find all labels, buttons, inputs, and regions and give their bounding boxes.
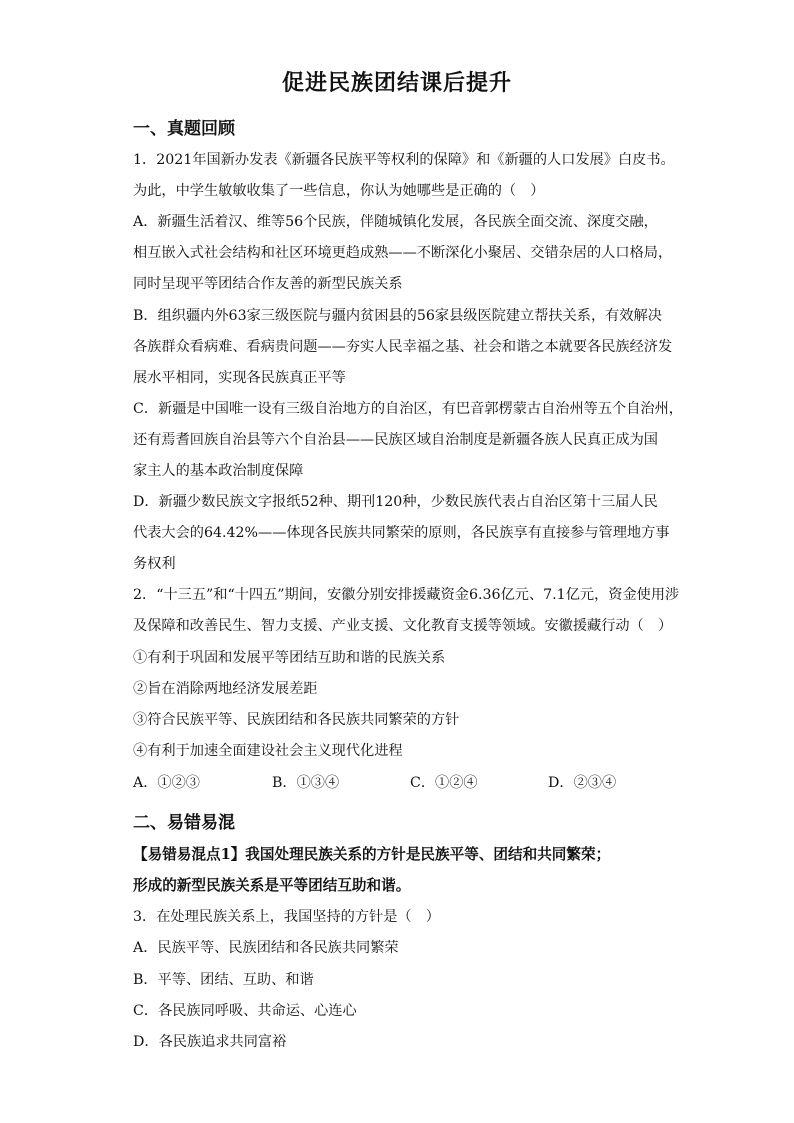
q1-stem-line-1: 1．2021年国新办发表《新疆各民族平等权利的保障》和《新疆的人口发展》白皮书。 xyxy=(133,152,675,168)
page-title: 促进民族团结课后提升 xyxy=(281,70,512,96)
q2-option-c: C．①②④ xyxy=(410,775,478,791)
q1-option-a-line-1: A．新疆生活着汉、维等56个民族，伴随城镇化发展，各民族全面交流、深度交融， xyxy=(133,214,658,230)
q1-option-c-line-1: C．新疆是中国唯一设有三级自治地方的自治区，有巴音郭楞蒙古自治州等五个自治州， xyxy=(133,401,683,417)
q3-option-b: B．平等、团结、互助、和谐 xyxy=(133,972,314,988)
section-heading-2: 二、易错易混 xyxy=(133,813,235,833)
q1-option-d-line-2: 代表大会的64.42%——体现各民族共同繁荣的原则，各民族享有直接参与管理地方事 xyxy=(133,525,670,541)
q3-option-d: D．各民族追求共同富裕 xyxy=(133,1034,287,1050)
q2-option-b: B．①③④ xyxy=(272,775,340,791)
q1-option-c-line-2: 还有焉耆回族自治县等六个自治县——民族区域自治制度是新疆各族人民真正成为国 xyxy=(133,432,658,448)
q1-option-d-line-1: D．新疆少数民族文字报纸52种、期刊120种，少数民族代表占自治区第十三届人民 xyxy=(133,494,658,510)
q2-stem-line-1: 2．“十三五”和“十四五”期间，安徽分别安排援藏资金6.36亿元、7.1亿元，资金使用涉 xyxy=(133,587,680,603)
q1-option-b-line-1: B．组织疆内外63家三级医院与疆内贫困县的56家县级医院建立帮扶关系，有效解决 xyxy=(133,308,662,324)
q3-option-c: C．各民族同呼吸、共命运、心连心 xyxy=(133,1003,357,1019)
error-point-line-2: 形成的新型民族关系是平等团结互助和谐。 xyxy=(133,877,411,894)
q1-stem-line-2: 为此，中学生敏敏收集了一些信息，你认为她哪些是正确的（ ） xyxy=(133,183,545,199)
q2-item-1: ①有利于巩固和发展平等团结互助和谐的民族关系 xyxy=(133,650,446,666)
q2-stem-line-2: 及保障和改善民生、智力支援、产业支援、文化教育支援等领域。安徽援藏行动（ ） xyxy=(133,618,673,634)
q2-option-d: D．②③④ xyxy=(548,775,617,791)
q3-stem: 3．在处理民族关系上，我国坚持的方针是（ ） xyxy=(133,909,440,925)
q2-item-2: ②旨在消除两地经济发展差距 xyxy=(133,681,318,697)
q3-option-a: A．民族平等、民族团结和各民族共同繁荣 xyxy=(133,940,399,956)
q1-option-d-line-3: 务权利 xyxy=(133,556,176,572)
q1-option-a-line-3: 同时呈现平等团结合作友善的新型民族关系 xyxy=(133,276,403,292)
q2-option-a: A．①②③ xyxy=(133,775,200,791)
q1-option-c-line-3: 家主人的基本政治制度保障 xyxy=(133,463,304,479)
q2-item-3: ③符合民族平等、民族团结和各民族共同繁荣的方针 xyxy=(133,712,460,728)
error-point-line-1: 【易错易混点1】我国处理民族关系的方针是民族平等、团结和共同繁荣； xyxy=(133,846,611,863)
q2-item-4: ④有利于加速全面建设社会主义现代化进程 xyxy=(133,743,403,759)
q1-option-b-line-3: 展水平相同，实现各民族真正平等 xyxy=(133,370,346,386)
section-heading-1: 一、真题回顾 xyxy=(133,119,235,139)
q1-option-b-line-2: 各族群众看病难、看病贵问题——夯实人民幸福之基、社会和谐之本就要各民族经济发 xyxy=(133,339,673,355)
q1-option-a-line-2: 相互嵌入式社会结构和社区环境更趋成熟——不断深化小聚居、交错杂居的人口格局， xyxy=(133,245,673,261)
